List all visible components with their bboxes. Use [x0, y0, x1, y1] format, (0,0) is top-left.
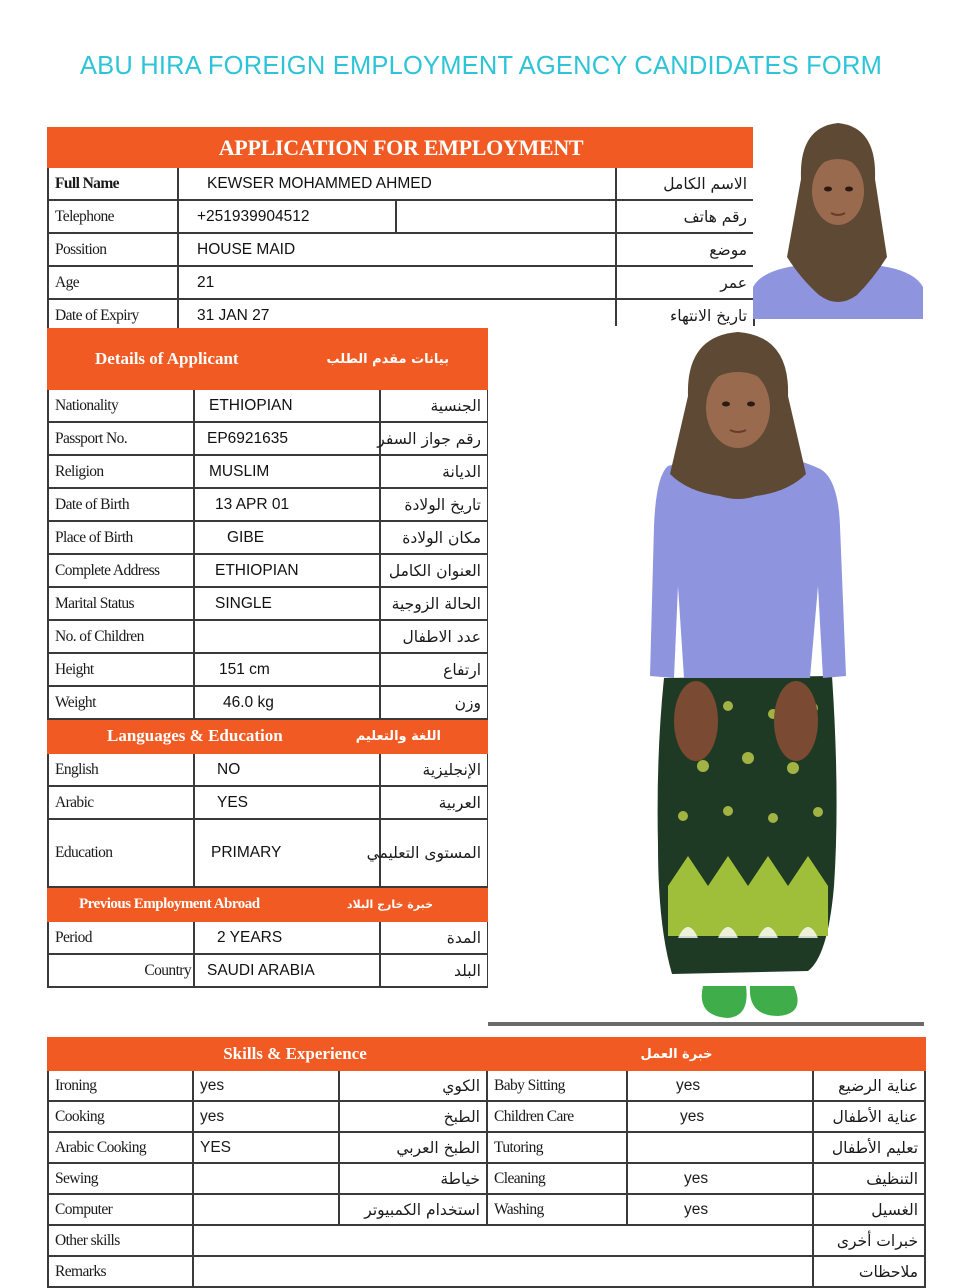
cooking-label-ar: الطبخ	[339, 1101, 487, 1132]
date-of-expiry-label-ar: تاريخ الانتهاء	[616, 299, 754, 332]
children-label-ar: عدد الاطفال	[380, 620, 488, 653]
applicant-portrait-photo	[753, 119, 923, 319]
full-name-label-ar: الاسم الكامل	[616, 167, 754, 200]
nationality-label-ar: الجنسية	[380, 389, 488, 422]
washing-label-ar: الغسيل	[813, 1194, 925, 1225]
skills-row	[48, 1194, 925, 1225]
sewing-label: Sewing	[48, 1163, 193, 1194]
country-value: SAUDI ARABIA	[194, 954, 380, 987]
other-skills-label: Other skills	[48, 1225, 193, 1256]
languages-section-header	[48, 719, 488, 753]
header-row-full-name	[48, 167, 754, 200]
baby-sitting-label-ar: عناية الرضيع	[813, 1070, 925, 1101]
details-title: Details of Applicant	[95, 349, 239, 368]
details-section-header	[48, 329, 488, 389]
skills-title: Skills & Experience	[223, 1044, 367, 1063]
period-value: 2 YEARS	[194, 921, 380, 954]
date-of-expiry-label: Date of Expiry	[48, 299, 178, 332]
other-skills-value	[193, 1225, 813, 1256]
date-of-birth-label-ar: تاريخ الولادة	[380, 488, 488, 521]
telephone-extra-cell	[396, 200, 616, 233]
sewing-label-ar: خياطة	[339, 1163, 487, 1194]
country-label-ar: البلد	[380, 954, 488, 987]
languages-title: Languages & Education	[107, 726, 283, 745]
complete-address-label: Complete Address	[48, 554, 194, 587]
period-label: Period	[48, 921, 194, 954]
computer-label-ar: استخدام الكمبيوتر	[339, 1194, 487, 1225]
ironing-label: Ironing	[48, 1070, 193, 1101]
age-label-ar: عمر	[616, 266, 754, 299]
telephone-value: +251939904512	[178, 200, 396, 233]
english-value: NO	[194, 753, 380, 786]
children-value	[194, 620, 380, 653]
skills-row	[48, 1070, 925, 1101]
computer-value	[193, 1194, 339, 1225]
education-label: Education	[48, 819, 194, 887]
arabic-value: YES	[194, 786, 380, 819]
skills-row	[48, 1101, 925, 1132]
ironing-label-ar: الكوي	[339, 1070, 487, 1101]
remarks-label: Remarks	[48, 1256, 193, 1287]
weight-label: Weight	[48, 686, 194, 719]
arabic-cooking-label: Arabic Cooking	[48, 1132, 193, 1163]
remarks-label-ar: ملاحظات	[813, 1256, 925, 1287]
marital-status-value: SINGLE	[194, 587, 380, 620]
place-of-birth-label-ar: مكان الولادة	[380, 521, 488, 554]
cleaning-label-ar: التنظيف	[813, 1163, 925, 1194]
washing-label: Washing	[487, 1194, 627, 1225]
height-label-ar: ارتفاع	[380, 653, 488, 686]
complete-address-label-ar: العنوان الكامل	[380, 554, 488, 587]
cleaning-label: Cleaning	[487, 1163, 627, 1194]
english-label-ar: الإنجليزية	[380, 753, 488, 786]
tutoring-label-ar: تعليم الأطفال	[813, 1132, 925, 1163]
header-row-position	[48, 233, 754, 266]
skills-row	[48, 1132, 925, 1163]
cooking-value: yes	[193, 1101, 339, 1132]
age-label: Age	[48, 266, 178, 299]
full-name-label: Full Name	[48, 167, 178, 200]
date-of-birth-value: 13 APR 01	[194, 488, 380, 521]
baby-sitting-label: Baby Sitting	[487, 1070, 627, 1101]
header-row-telephone	[48, 200, 754, 233]
education-label-ar: المستوى التعليمي	[380, 819, 488, 887]
country-label: Country	[48, 954, 194, 987]
ironing-value: yes	[193, 1070, 339, 1101]
arabic-cooking-label-ar: الطبخ العربي	[339, 1132, 487, 1163]
application-header-table	[47, 127, 755, 333]
details-title-ar: بيانات مقدم الطلب	[326, 351, 449, 367]
children-label: No. of Children	[48, 620, 194, 653]
computer-label: Computer	[48, 1194, 193, 1225]
passport-label: Passport No.	[48, 422, 194, 455]
details-of-applicant-table	[47, 328, 489, 988]
cleaning-value: yes	[627, 1163, 813, 1194]
marital-status-label-ar: الحالة الزوجية	[380, 587, 488, 620]
header-row-age	[48, 266, 754, 299]
skills-section-header	[48, 1038, 925, 1070]
remarks-value	[193, 1256, 813, 1287]
marital-status-label: Marital Status	[48, 587, 194, 620]
remarks-row	[48, 1256, 925, 1287]
complete-address-value: ETHIOPIAN	[194, 554, 380, 587]
other-skills-label-ar: خبرات أخرى	[813, 1225, 925, 1256]
date-of-birth-label: Date of Birth	[48, 488, 194, 521]
weight-label-ar: وزن	[380, 686, 488, 719]
place-of-birth-label: Place of Birth	[48, 521, 194, 554]
arabic-label-ar: العربية	[380, 786, 488, 819]
tutoring-label: Tutoring	[487, 1132, 627, 1163]
sewing-value	[193, 1163, 339, 1194]
skills-title-ar: خبرة العمل	[640, 1046, 713, 1062]
children-care-value: yes	[627, 1101, 813, 1132]
english-label: English	[48, 753, 194, 786]
religion-value: MUSLIM	[194, 455, 380, 488]
full-name-value: KEWSER MOHAMMED AHMED	[178, 167, 616, 200]
previous-employment-title-ar: خبرة خارج البلاد	[346, 897, 433, 911]
children-care-label-ar: عناية الأطفال	[813, 1101, 925, 1132]
tutoring-value	[627, 1132, 813, 1163]
telephone-label-ar: رقم هاتف	[616, 200, 754, 233]
position-value: HOUSE MAID	[178, 233, 616, 266]
skills-row	[48, 1163, 925, 1194]
religion-label-ar: الديانة	[380, 455, 488, 488]
education-value: PRIMARY	[194, 819, 380, 887]
washing-value: yes	[627, 1194, 813, 1225]
passport-value: EP6921635	[194, 422, 380, 455]
weight-value: 46.0 kg	[194, 686, 380, 719]
skills-experience-table	[47, 1037, 926, 1288]
age-value: 21	[178, 266, 616, 299]
arabic-cooking-value: YES	[193, 1132, 339, 1163]
period-label-ar: المدة	[380, 921, 488, 954]
height-value: 151 cm	[194, 653, 380, 686]
position-label-ar: موضع	[616, 233, 754, 266]
arabic-label: Arabic	[48, 786, 194, 819]
date-of-expiry-value: 31 JAN 27	[178, 299, 616, 332]
application-title: APPLICATION FOR EMPLOYMENT	[48, 128, 754, 167]
applicant-full-body-photo	[488, 326, 924, 1026]
passport-label-ar: رقم جواز السفر	[380, 422, 488, 455]
nationality-label: Nationality	[48, 389, 194, 422]
languages-title-ar: اللغة والتعليم	[355, 728, 441, 744]
agency-banner-title: ABU HIRA FOREIGN EMPLOYMENT AGENCY CANDIDATES FORM	[79, 52, 883, 80]
previous-employment-title: Previous Employment Abroad	[79, 895, 260, 912]
telephone-label: Telephone	[48, 200, 178, 233]
position-label: Possition	[48, 233, 178, 266]
religion-label: Religion	[48, 455, 194, 488]
nationality-value: ETHIOPIAN	[194, 389, 380, 422]
cooking-label: Cooking	[48, 1101, 193, 1132]
previous-employment-section-header	[48, 887, 488, 921]
baby-sitting-value: yes	[627, 1070, 813, 1101]
place-of-birth-value: GIBE	[194, 521, 380, 554]
height-label: Height	[48, 653, 194, 686]
other-skills-row	[48, 1225, 925, 1256]
children-care-label: Children Care	[487, 1101, 627, 1132]
